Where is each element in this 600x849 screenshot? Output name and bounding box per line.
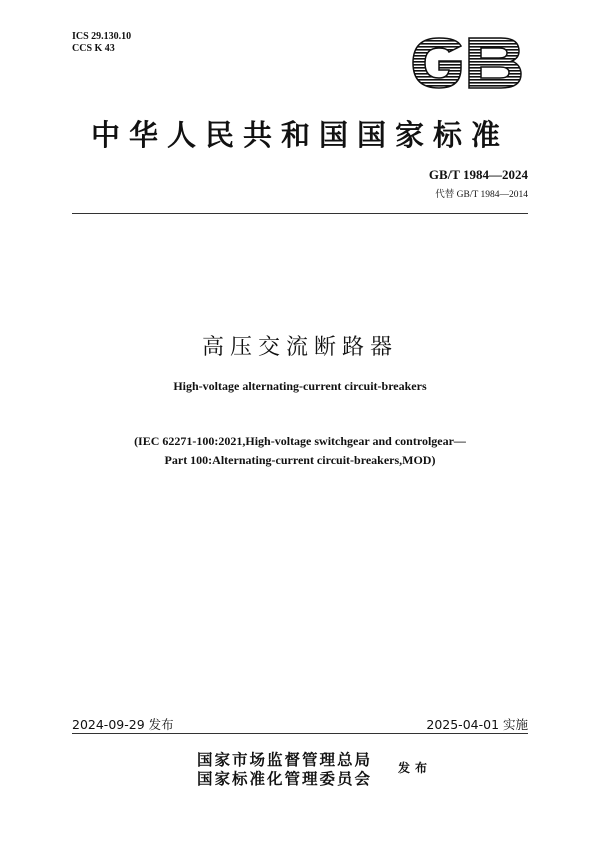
ccs-code: CCS K 43 bbox=[72, 43, 115, 54]
classification-codes bbox=[72, 31, 131, 55]
iec-reference bbox=[0, 432, 600, 470]
effective-date: 2025-04-01 实施 bbox=[426, 717, 528, 732]
header-divider bbox=[72, 213, 528, 214]
footer-divider bbox=[72, 733, 528, 734]
gb-logo-icon bbox=[405, 34, 527, 92]
document-title-cn: 高压交流断路器 bbox=[201, 335, 398, 360]
ics-code: ICS 29.130.10 bbox=[72, 31, 132, 42]
publish-label: 发布 bbox=[398, 761, 433, 775]
document-title-en: High-voltage alternating-current circuit-breakers bbox=[173, 379, 427, 393]
issue-date: 2024-09-29 发布 bbox=[72, 717, 174, 732]
issuer-line-1: 国家市场监督管理总局 bbox=[197, 750, 373, 769]
issuing-authorities bbox=[197, 750, 372, 788]
iec-reference-line-2: Part 100:Alternating-current circuit-breakers,MOD) bbox=[164, 453, 436, 467]
replaced-standard: 代替 GB/T 1984—2014 bbox=[435, 190, 528, 200]
issuer-line-2: 国家标准化管理委员会 bbox=[197, 769, 373, 788]
country-standard-title: 中华人民共和国国家标准 bbox=[90, 118, 509, 152]
iec-reference-line-1: (IEC 62271-100:2021,High-voltage switchgear and controlgear— bbox=[134, 434, 466, 448]
standard-number: GB/T 1984—2024 bbox=[428, 167, 528, 182]
